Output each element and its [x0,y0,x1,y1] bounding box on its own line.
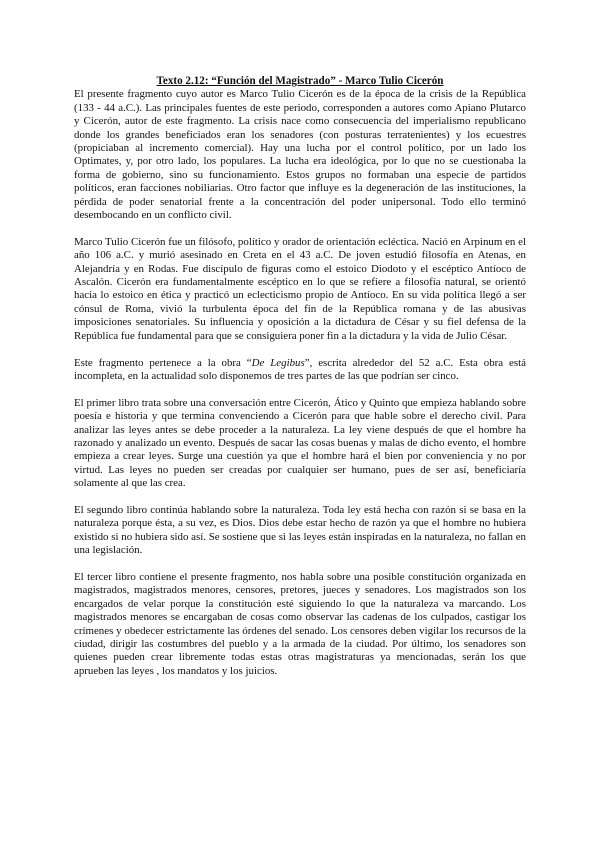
paragraph-context: El presente fragmento cuyo autor es Marco Tulio Cicerón es de la época de la crisis de la República (133 - 44 a.C.). Las principales fuentes de este periodo, corresponden a autores como Apiano Plutarco y Cicerón, autor de este fragmento. La crisis nace como consecuencia del imperialismo republicano donde los grandes beneficiados eran los senadores (con posturas terratenientes) y los ecuestres (propiciaban al incremento comercial). Hay una lucha por el control político, por un lado los Optimates, y, por otro lado, los populares. La lucha era ideológica, por lo que no se cuestionaba la forma de gobierno, sino su funcionamiento. Estos grupos no formaban una especie de partidos políticos, eran facciones nobiliarias. Otro factor que influye es la degeneración de las instituciones, la pérdida de poder senatorial frente a la concentración del poder unipersonal. Todo ello terminó desembocando en un conflicto civil. [74,88,526,222]
paragraph-work-intro: Este fragmento pertenece a la obra “ [74,356,252,369]
paragraph-work-rest: ”, escrita alrededor del 52 a.C. Esta obra está incompleta, en la actualidad solo disponemos de tres partes de las que podrían ser cinco. [74,356,526,382]
document-page [74,75,526,692]
work-title: De Legibus [251,356,305,369]
paragraph-book-two: El segundo libro continúa hablando sobre la naturaleza. Toda ley está hecha con razón si se basa en la naturaleza porque ésta, a su vez, es Dios. Dios debe estar hecho de razón ya que el hombre no hubiera existido si no hubiera sido así. Se sostiene que si las leyes están inspiradas en la naturaleza, no fallan en una legislación. [74,503,526,557]
paragraph-book-one: El primer libro trata sobre una conversación entre Cicerón, Ático y Quinto que empieza hablando sobre poesía e historia y que termina convenciendo a Cicerón para que hable sobre el derecho civil. Para analizar las leyes antes se debe proceder a la naturaleza. La ley viene después de que el hombre ha razonado y analizado un evento. Después de sacar las cosas buenas y malas de dicho evento, el hombre empieza a crear leyes. Surge una cuestión ya que el hombre hará el bien por conveniencia y no por virtud. Las leyes no pueden ser creadas por cualquier ser humano, pues de ser así, beneficiaría solamente al que las crea. [74,396,526,490]
paragraph-book-three: El tercer libro contiene el presente fragmento, nos habla sobre una posible constitución organizada en magistrados, magistrados menores, censores, pretores, jueces y senadores. Los magistrados son los encargados de velar porque la constitución esté siguiendo lo que la naturaleza va marcando. Los magistrados menores se encargaban de cosas como observar las cadenas de los culpados, castigar los crímenes y obedecer estrictamente las órdenes del senado. Los censores deben vigilar los recursos de la ciudad, dirigir las costumbres del pueblo y a la armada de la ciudad. Por último, los senadores son quienes pueden crear libremente todas estas otras magistraturas ya mencionadas, serán los que aprueben las leyes , los mandatos y los juicios. [74,570,526,677]
paragraph-author: Marco Tulio Cicerón fue un filósofo, político y orador de orientación ecléctica. Nació en Arpinum en el año 106 a.C. y murió asesinado en Creta en el 43 a.C. De joven estudió filosofía en Atenas, en Alejandría y en Rodas. Fue discípulo de figuras como el estoico Diodoto y el escéptico Antíoco de Ascalón. Cicerón era fundamentalmente escéptico en lo que se refiere a filosofía natural, se orientó hacia lo estoico en ética y practicó un eclecticismo propio de Antíoco. En su vida política llegó a ser cónsul de Roma, vivió la turbulenta época del fin de la República romana y de las abusivas imposiciones senatoriales. Su influencia y oposición a la dictadura de César y su fiel defensa de la República fue fundamental para que se consiguiera poner fin a la dictadura y la vida de Julio César. [74,235,526,342]
paragraph-work [74,357,526,384]
document-title: Texto 2.12: “Función del Magistrado” - Marco Tulio Cicerón [156,75,444,87]
